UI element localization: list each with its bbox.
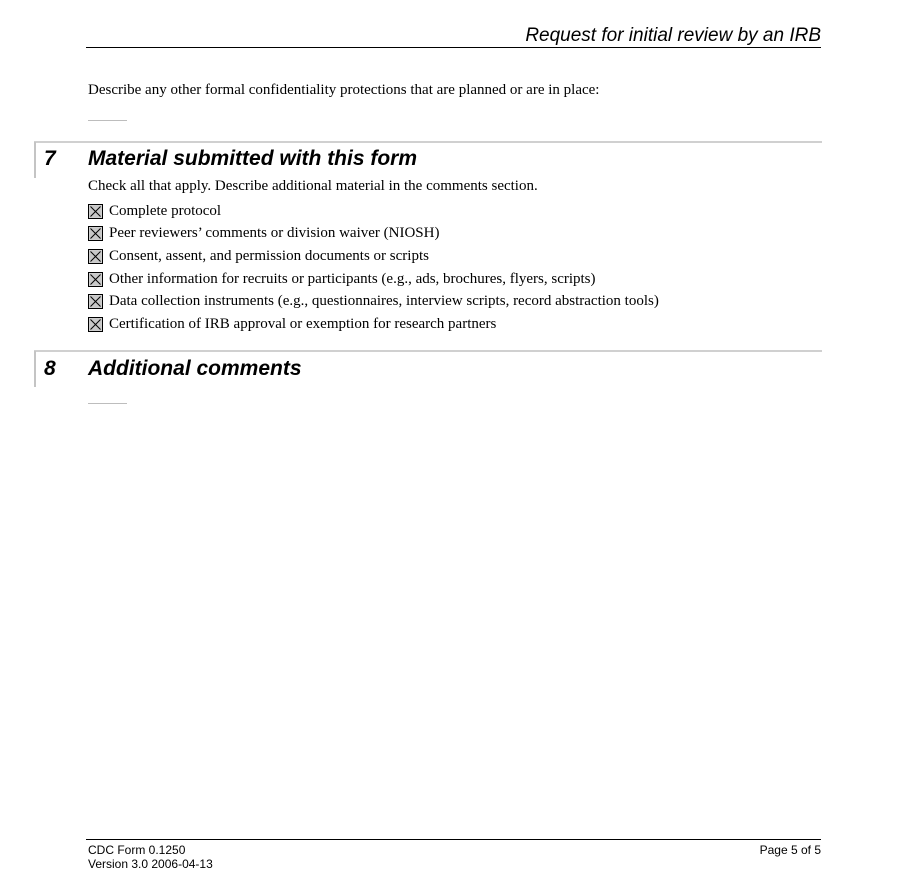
checklist-item-data-collection-instruments[interactable] <box>88 290 659 313</box>
checklist-item-label: Certification of IRB approval or exemption for research partners <box>109 315 497 332</box>
section-8-bar <box>34 351 36 387</box>
checklist-item-label: Other information for recruits or participants (e.g., ads, brochures, flyers, scripts) <box>109 270 596 287</box>
checklist-item-peer-reviewers[interactable] <box>88 223 659 246</box>
section-7-bar <box>34 142 36 178</box>
section-7-title: Material submitted with this form <box>88 147 418 170</box>
checked-checkbox-icon[interactable] <box>88 204 103 219</box>
section-7-number: 7 <box>44 147 56 170</box>
section-7-divider <box>34 141 822 143</box>
footer-version: Version 3.0 2006-04-13 <box>88 857 213 871</box>
footer-form-id: CDC Form 0.1250 <box>88 843 186 857</box>
checklist-item-irb-certification[interactable] <box>88 313 659 336</box>
checked-checkbox-icon[interactable] <box>88 249 103 264</box>
additional-comments-field[interactable] <box>88 403 127 404</box>
checked-checkbox-icon[interactable] <box>88 226 103 241</box>
section-7-instruction: Check all that apply. Describe additional material in the comments section. <box>88 178 538 194</box>
header-divider <box>86 47 821 48</box>
checklist-item-complete-protocol[interactable] <box>88 200 659 223</box>
confidentiality-response-field[interactable] <box>88 120 127 121</box>
checklist-item-label: Data collection instruments (e.g., questionnaires, interview scripts, record abstraction tools) <box>109 293 659 310</box>
checklist-item-label: Complete protocol <box>109 202 222 219</box>
checked-checkbox-icon[interactable] <box>88 317 103 332</box>
checklist-item-recruit-information[interactable] <box>88 268 659 291</box>
section-8-title: Additional comments <box>88 357 302 380</box>
footer-divider <box>86 839 821 840</box>
checked-checkbox-icon[interactable] <box>88 294 103 309</box>
checklist-item-consent-documents[interactable] <box>88 245 659 268</box>
section-8-divider <box>34 350 822 352</box>
footer-page-number: Page 5 of 5 <box>759 843 821 857</box>
material-checklist <box>88 200 659 336</box>
section-8-number: 8 <box>44 357 56 380</box>
checked-checkbox-icon[interactable] <box>88 272 103 287</box>
checklist-item-label: Peer reviewers’ comments or division waiver (NIOSH) <box>109 225 440 242</box>
confidentiality-prompt: Describe any other formal confidentiality protections that are planned or are in place: <box>88 82 600 98</box>
checklist-item-label: Consent, assent, and permission documents or scripts <box>109 247 429 264</box>
document-header-title: Request for initial review by an IRB <box>525 25 821 46</box>
